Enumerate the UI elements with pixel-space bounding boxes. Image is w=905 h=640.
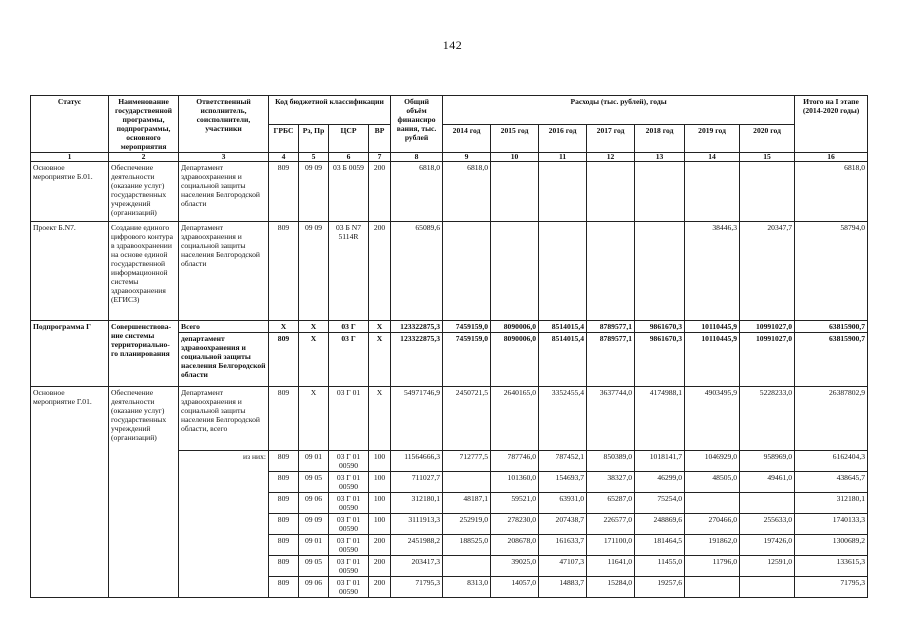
cell-stage-total: 1300689,2	[795, 535, 868, 556]
cell-year-value: 63931,0	[539, 493, 587, 514]
column-number: 16	[795, 153, 868, 162]
header-row-1	[31, 96, 868, 125]
cell-year-value: 59521,0	[491, 493, 539, 514]
cell-stage-total: 438645,7	[795, 472, 868, 493]
cell-rzpr: 09 01	[299, 451, 329, 472]
column-number: 4	[269, 153, 299, 162]
cell-responsible: департамент здравоохранения и социальной защиты населения Белгородской области	[179, 333, 269, 387]
cell-vr: 200	[369, 535, 391, 556]
cell-vr: 200	[369, 162, 391, 222]
cell-year-value: 7459159,0	[443, 333, 491, 387]
cell-status: Подпрограмма Г	[31, 321, 109, 387]
cell-rzpr: 09 05	[299, 556, 329, 577]
cell-year-value: 6818,0	[443, 162, 491, 222]
cell-stage-total: 6162404,3	[795, 451, 868, 472]
header-budget-code: Код бюджетной классификации	[269, 96, 391, 125]
cell-responsible: Всего	[179, 321, 269, 333]
cell-csr: 03 Г 01 00590	[329, 535, 369, 556]
cell-total: 203417,3	[391, 556, 443, 577]
column-number: 14	[685, 153, 740, 162]
cell-csr: 03 Г	[329, 333, 369, 387]
column-number: 1	[31, 153, 109, 162]
cell-name: Совершенствова-ние системы территориально-го планирования	[109, 321, 179, 387]
table-row	[31, 387, 868, 451]
cell-rzpr: 09 09	[299, 222, 329, 321]
page-number: 142	[442, 38, 463, 52]
cell-year-value: 2640165,0	[491, 387, 539, 451]
table-row	[31, 162, 868, 222]
cell-grbs: 809	[269, 162, 299, 222]
cell-year-value	[443, 472, 491, 493]
cell-total: 65089,6	[391, 222, 443, 321]
cell-year-value	[443, 222, 491, 321]
cell-year-value: 8090006,0	[491, 321, 539, 333]
column-number: 15	[740, 153, 795, 162]
cell-responsible: Департамент здравоохранения и социальной защиты населения Белгородской области	[179, 162, 269, 222]
cell-year-value: 8313,0	[443, 577, 491, 598]
cell-responsible: из них:	[179, 451, 269, 598]
cell-year-value: 49461,0	[740, 472, 795, 493]
cell-year-value: 270466,0	[685, 514, 740, 535]
cell-year-value: 39025,0	[491, 556, 539, 577]
cell-csr: 03 Б 0059	[329, 162, 369, 222]
cell-year-value	[685, 577, 740, 598]
column-number: 5	[299, 153, 329, 162]
cell-total: 71795,3	[391, 577, 443, 598]
cell-year-value: 11641,0	[587, 556, 635, 577]
cell-year-value	[491, 162, 539, 222]
cell-total: 123322875,3	[391, 321, 443, 333]
cell-year-value	[635, 222, 685, 321]
cell-year-value: 48187,1	[443, 493, 491, 514]
cell-csr: 03 Г 01	[329, 387, 369, 451]
column-number: 13	[635, 153, 685, 162]
cell-rzpr: 09 09	[299, 162, 329, 222]
cell-csr: 03 Г 01 00590	[329, 472, 369, 493]
cell-stage-total: 133615,3	[795, 556, 868, 577]
cell-responsible: Департамент здравоохранения и социальной защиты населения Белгородской области, всего	[179, 387, 269, 451]
cell-grbs: 809	[269, 556, 299, 577]
cell-rzpr: 09 06	[299, 577, 329, 598]
cell-total: 3111913,3	[391, 514, 443, 535]
cell-total: 2451988,2	[391, 535, 443, 556]
cell-total: 11564666,3	[391, 451, 443, 472]
cell-csr: 03 Г 01 00590	[329, 514, 369, 535]
cell-year-value: 226577,0	[587, 514, 635, 535]
cell-year-value: 171100,0	[587, 535, 635, 556]
column-number: 9	[443, 153, 491, 162]
cell-year-value: 48505,0	[685, 472, 740, 493]
cell-vr: Х	[369, 387, 391, 451]
header-csr: ЦСР	[329, 124, 369, 153]
cell-vr: 200	[369, 222, 391, 321]
cell-csr: 03 Г	[329, 321, 369, 333]
cell-grbs: 809	[269, 514, 299, 535]
header-status: Статус	[31, 96, 109, 153]
cell-stage-total: 63815900,7	[795, 333, 868, 387]
cell-year-value: 20347,7	[740, 222, 795, 321]
cell-grbs: 809	[269, 222, 299, 321]
cell-vr: 100	[369, 514, 391, 535]
cell-year-value: 47107,3	[539, 556, 587, 577]
header-name: Наименование государственной программы, подпрограммы, основного мероприятия	[109, 96, 179, 153]
cell-total: 312180,1	[391, 493, 443, 514]
cell-rzpr: 09 05	[299, 472, 329, 493]
cell-year-value: 8789577,1	[587, 333, 635, 387]
cell-year-value: 4174988,1	[635, 387, 685, 451]
header-year: 2017 год	[587, 124, 635, 153]
column-number: 11	[539, 153, 587, 162]
cell-rzpr: 09 06	[299, 493, 329, 514]
cell-year-value: 787746,0	[491, 451, 539, 472]
header-vr: ВР	[369, 124, 391, 153]
cell-rzpr: Х	[299, 321, 329, 333]
cell-total: 123322875,3	[391, 333, 443, 387]
cell-rzpr: 09 01	[299, 535, 329, 556]
cell-year-value: 181464,5	[635, 535, 685, 556]
cell-name: Обеспечение деятельности (оказание услуг) государственных учреждений (организаций)	[109, 387, 179, 598]
cell-year-value	[443, 556, 491, 577]
cell-year-value	[740, 577, 795, 598]
cell-year-value	[539, 162, 587, 222]
cell-year-value	[635, 162, 685, 222]
cell-csr: 03 Г 01 00590	[329, 451, 369, 472]
cell-grbs: Х	[269, 321, 299, 333]
header-total-volume: Общий объём финансиро вания, тыс. рублей	[391, 96, 443, 153]
cell-total: 711027,7	[391, 472, 443, 493]
cell-vr: Х	[369, 333, 391, 387]
cell-vr: 100	[369, 451, 391, 472]
cell-total: 6818,0	[391, 162, 443, 222]
header-year: 2016 год	[539, 124, 587, 153]
cell-year-value: 14883,7	[539, 577, 587, 598]
cell-name: Создание единого цифрового контура в здравоохранении на основе единой государственной информационной системы здравоохранения (ЕГИСЗ)	[109, 222, 179, 321]
cell-year-value: 38327,0	[587, 472, 635, 493]
cell-stage-total: 63815900,7	[795, 321, 868, 333]
header-year: 2015 год	[491, 124, 539, 153]
cell-year-value: 8090006,0	[491, 333, 539, 387]
cell-status: Основное мероприятие Г.01.	[31, 387, 109, 598]
cell-year-value: 191862,0	[685, 535, 740, 556]
header-responsible: Ответственный исполнитель, соисполнители, участники	[179, 96, 269, 153]
cell-year-value: 278230,0	[491, 514, 539, 535]
header-expenses: Расходы (тыс. рублей), годы	[443, 96, 795, 125]
cell-year-value: 7459159,0	[443, 321, 491, 333]
table-row	[31, 222, 868, 321]
cell-grbs: 809	[269, 577, 299, 598]
cell-rzpr: Х	[299, 387, 329, 451]
cell-name: Обеспечение деятельности (оказание услуг) государственных учреждений (организаций)	[109, 162, 179, 222]
cell-year-value: 712777,5	[443, 451, 491, 472]
column-number: 7	[369, 153, 391, 162]
cell-year-value	[685, 493, 740, 514]
header-year: 2014 год	[443, 124, 491, 153]
cell-year-value: 161633,7	[539, 535, 587, 556]
cell-year-value: 10991027,0	[740, 333, 795, 387]
column-number: 8	[391, 153, 443, 162]
cell-year-value	[587, 222, 635, 321]
cell-year-value: 4903495,9	[685, 387, 740, 451]
cell-year-value: 46299,0	[635, 472, 685, 493]
cell-year-value: 197426,0	[740, 535, 795, 556]
cell-year-value: 9861670,3	[635, 333, 685, 387]
cell-csr: 03 Г 01 00590	[329, 577, 369, 598]
cell-year-value: 248869,6	[635, 514, 685, 535]
cell-year-value: 3637744,0	[587, 387, 635, 451]
cell-year-value: 9861670,3	[635, 321, 685, 333]
cell-stage-total: 71795,3	[795, 577, 868, 598]
cell-status: Основное мероприятие Б.01.	[31, 162, 109, 222]
column-number: 2	[109, 153, 179, 162]
cell-grbs: 809	[269, 451, 299, 472]
cell-year-value: 10110445,9	[685, 333, 740, 387]
cell-year-value: 75254,0	[635, 493, 685, 514]
cell-status: Проект Б.N7.	[31, 222, 109, 321]
cell-stage-total: 58794,0	[795, 222, 868, 321]
column-number: 6	[329, 153, 369, 162]
cell-year-value: 850389,0	[587, 451, 635, 472]
cell-year-value: 2450721,5	[443, 387, 491, 451]
header-year: 2019 год	[685, 124, 740, 153]
column-number-row	[31, 153, 868, 162]
cell-year-value: 11796,0	[685, 556, 740, 577]
cell-responsible: Департамент здравоохранения и социальной защиты населения Белгородской области	[179, 222, 269, 321]
cell-vr: 100	[369, 493, 391, 514]
cell-year-value: 1018141,7	[635, 451, 685, 472]
cell-year-value: 958969,0	[740, 451, 795, 472]
table-row	[31, 321, 868, 333]
cell-year-value	[539, 222, 587, 321]
column-number: 3	[179, 153, 269, 162]
cell-year-value	[491, 222, 539, 321]
cell-year-value: 207438,7	[539, 514, 587, 535]
cell-year-value: 255633,0	[740, 514, 795, 535]
cell-vr: 100	[369, 472, 391, 493]
cell-grbs: 809	[269, 387, 299, 451]
budget-table	[30, 95, 868, 598]
cell-stage-total: 1740133,3	[795, 514, 868, 535]
cell-csr: 03 Б N7 5114R	[329, 222, 369, 321]
cell-year-value: 5228233,0	[740, 387, 795, 451]
cell-year-value: 12591,0	[740, 556, 795, 577]
cell-year-value: 188525,0	[443, 535, 491, 556]
cell-rzpr: 09 09	[299, 514, 329, 535]
cell-year-value: 65287,0	[587, 493, 635, 514]
cell-year-value: 14057,0	[491, 577, 539, 598]
header-stage-total: Итого на I этапе (2014-2020 годы)	[795, 96, 868, 153]
cell-rzpr: Х	[299, 333, 329, 387]
cell-year-value	[740, 493, 795, 514]
cell-stage-total: 312180,1	[795, 493, 868, 514]
cell-year-value	[740, 162, 795, 222]
cell-year-value	[685, 162, 740, 222]
cell-year-value: 8514015,4	[539, 321, 587, 333]
cell-year-value: 19257,6	[635, 577, 685, 598]
cell-year-value: 8789577,1	[587, 321, 635, 333]
cell-year-value: 154693,7	[539, 472, 587, 493]
cell-stage-total: 6818,0	[795, 162, 868, 222]
cell-total: 54971746,9	[391, 387, 443, 451]
cell-year-value: 252919,0	[443, 514, 491, 535]
cell-year-value: 15284,0	[587, 577, 635, 598]
header-grbs: ГРБС	[269, 124, 299, 153]
cell-year-value: 208678,0	[491, 535, 539, 556]
cell-csr: 03 Г 01 00590	[329, 493, 369, 514]
cell-vr: 200	[369, 556, 391, 577]
cell-year-value: 1046929,0	[685, 451, 740, 472]
cell-grbs: 809	[269, 333, 299, 387]
cell-year-value: 11455,0	[635, 556, 685, 577]
cell-vr: Х	[369, 321, 391, 333]
cell-grbs: 809	[269, 493, 299, 514]
cell-year-value: 3352455,4	[539, 387, 587, 451]
cell-year-value	[587, 162, 635, 222]
cell-grbs: 809	[269, 535, 299, 556]
column-number: 10	[491, 153, 539, 162]
cell-year-value: 8514015,4	[539, 333, 587, 387]
cell-vr: 200	[369, 577, 391, 598]
header-year: 2020 год	[740, 124, 795, 153]
cell-grbs: 809	[269, 472, 299, 493]
header-rzpr: Рз, Пр	[299, 124, 329, 153]
cell-csr: 03 Г 01 00590	[329, 556, 369, 577]
cell-year-value: 38446,3	[685, 222, 740, 321]
header-year: 2018 год	[635, 124, 685, 153]
cell-stage-total: 26387802,9	[795, 387, 868, 451]
cell-year-value: 10110445,9	[685, 321, 740, 333]
cell-year-value: 787452,1	[539, 451, 587, 472]
cell-year-value: 10991027,0	[740, 321, 795, 333]
column-number: 12	[587, 153, 635, 162]
cell-year-value: 101360,0	[491, 472, 539, 493]
